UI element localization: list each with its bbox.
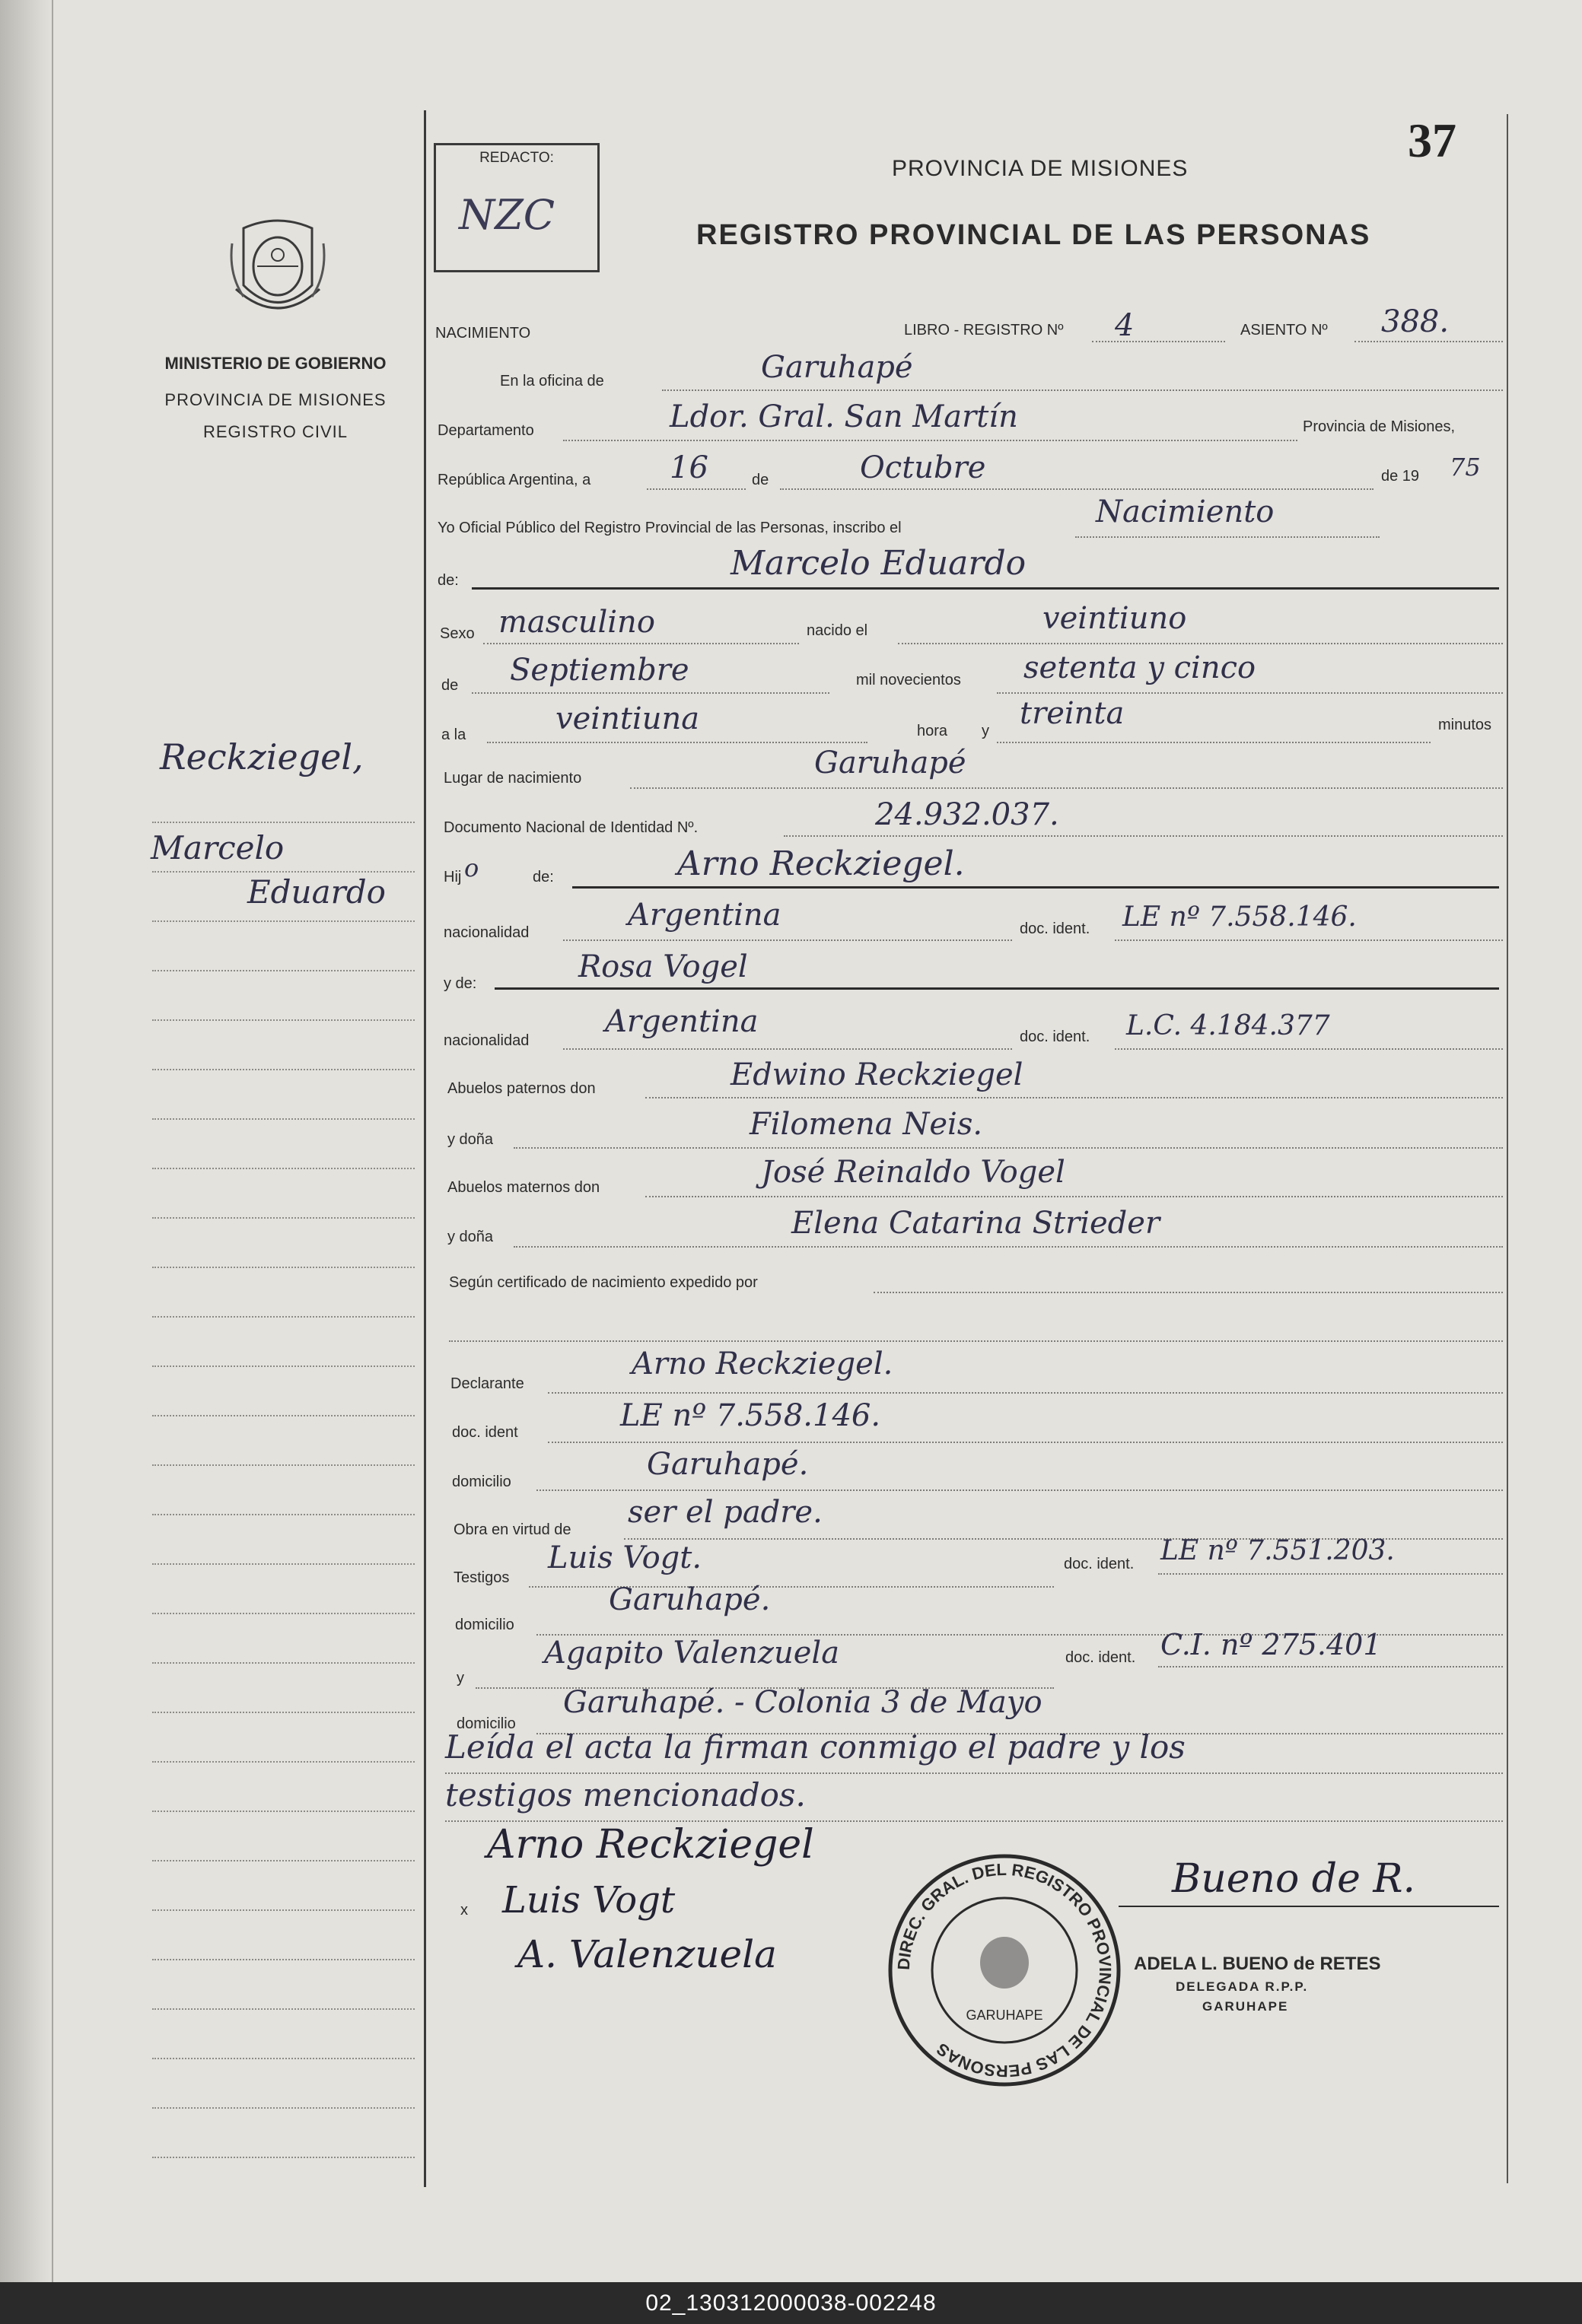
value-testigo1-doc: LE nº 7.551.203.: [1160, 1535, 1395, 1566]
signature-father: Arno Reckziegel: [487, 1822, 814, 1868]
label-nacido-el: nacido el: [807, 622, 868, 639]
field-line: [997, 742, 1431, 743]
margin-line: [152, 1118, 415, 1120]
label-de-mes: de: [441, 677, 459, 694]
label-a-la: a la: [441, 726, 466, 743]
margin-line: [152, 1909, 415, 1911]
label-declarante: Declarante: [450, 1375, 524, 1392]
value-dia: 16: [670, 450, 708, 485]
field-line: [662, 389, 1503, 391]
margin-line: [152, 1563, 415, 1565]
label-de: de: [752, 472, 769, 488]
label-hora: hora: [917, 723, 948, 739]
margin-line: [152, 1514, 415, 1515]
label-mil-novecientos: mil novecientos: [856, 672, 961, 688]
margin-line: [152, 1959, 415, 1960]
label-y-dona-materna: y doña: [447, 1229, 494, 1245]
value-nacido-mes: Septiembre: [510, 653, 689, 688]
margin-line: [152, 2058, 415, 2059]
label-minutos: minutos: [1438, 717, 1492, 733]
margin-line: [152, 1415, 415, 1416]
margin-line: [152, 1712, 415, 1713]
value-madre-nac: Argentina: [605, 1004, 759, 1039]
value-declarante-doc: LE nº 7.558.146.: [620, 1398, 881, 1433]
field-line: [874, 1292, 1503, 1293]
value-testigo1: Luis Vogt.: [548, 1540, 702, 1575]
margin-line: [152, 1267, 415, 1268]
redacto-initials: NZC: [459, 191, 555, 239]
margin-line: [152, 1761, 415, 1763]
form-frame-left: [424, 110, 426, 2187]
field-line: [1092, 341, 1225, 342]
label-nacimiento: NACIMIENTO: [435, 325, 531, 342]
label-y-testigo2: y: [457, 1670, 464, 1687]
label-y: y: [982, 723, 989, 739]
field-line: [514, 1246, 1503, 1248]
field-line: [1115, 939, 1503, 941]
value-departamento: Ldor. Gral. San Martín: [670, 399, 1018, 434]
field-line: [548, 1392, 1503, 1394]
margin-line: [152, 822, 415, 823]
signature-witness2: A. Valenzuela: [517, 1932, 777, 1976]
coat-of-arms-icon: [221, 213, 335, 327]
field-line: [1354, 341, 1503, 342]
sidebar-civil-registry: REGISTRO CIVIL: [202, 422, 349, 441]
field-line: [1115, 1048, 1503, 1050]
page-number: 37: [1408, 113, 1456, 167]
value-testigo1-dom: Garuhapé.: [609, 1582, 771, 1617]
field-line: [449, 1340, 1503, 1342]
label-segun: Según certificado de nacimiento expedido por: [449, 1274, 758, 1291]
label-sexo: Sexo: [440, 625, 475, 642]
field-line: [647, 488, 746, 490]
field-line: [1158, 1666, 1503, 1667]
official-stamp-role: DELEGADA R.P.P.: [1176, 1979, 1309, 1994]
redacto-box: [434, 143, 600, 272]
label-y-dona: y doña: [447, 1131, 494, 1148]
value-padre-doc: LE nº 7.558.146.: [1122, 901, 1357, 933]
field-line: [529, 1586, 1054, 1588]
field-line: [536, 1489, 1503, 1491]
label-y-de: y de:: [444, 975, 477, 992]
margin-line: [152, 1316, 415, 1318]
value-testigo2-doc: C.I. nº 275.401: [1160, 1628, 1382, 1661]
margin-line: [152, 2107, 415, 2109]
official-stamp-place: GARUHAPE: [1202, 1999, 1289, 2014]
margin-line: [152, 1613, 415, 1614]
value-mes: Octubre: [860, 450, 986, 485]
margin-line: [152, 1069, 415, 1070]
margin-line: [152, 1365, 415, 1367]
margin-line: [152, 1662, 415, 1664]
label-oficina: En la oficina de: [500, 373, 604, 389]
label-yo-oficial: Yo Oficial Público del Registro Provincial de las Personas, inscribo el: [438, 520, 902, 536]
value-testigo2: Agapito Valenzuela: [544, 1636, 840, 1671]
field-line: [514, 1147, 1503, 1149]
value-abuelo-materno: José Reinaldo Vogel: [761, 1155, 1065, 1190]
value-hijo-suffix: o: [464, 854, 479, 882]
margin-line: [152, 920, 415, 922]
value-sexo: masculino: [498, 605, 655, 640]
field-line: [563, 440, 1297, 441]
margin-line: [152, 970, 415, 971]
signature-witness1: Luis Vogt: [502, 1879, 676, 1922]
value-asiento: 388.: [1381, 304, 1450, 339]
value-nacido-dia: veintiuno: [1042, 601, 1187, 636]
signature-mark: x: [460, 1902, 468, 1919]
value-minutos: treinta: [1020, 696, 1125, 731]
value-madre-doc: L.C. 4.184.377: [1126, 1010, 1330, 1041]
header-registry-title: REGISTRO PROVINCIAL DE LAS PERSONAS: [696, 219, 1371, 251]
margin-surname: Reckziegel,: [160, 736, 364, 777]
label-abuelos-maternos: Abuelos maternos don: [447, 1179, 600, 1196]
label-de-year: de 19: [1381, 468, 1420, 485]
value-nacido-anio: setenta y cinco: [1023, 650, 1256, 685]
name-line: [472, 587, 1499, 590]
field-line: [1158, 1573, 1503, 1575]
binding-gutter: [0, 0, 55, 2282]
margin-line: [152, 1464, 415, 1466]
value-oficina: Garuhapé: [761, 350, 913, 385]
value-obra: ser el padre.: [628, 1495, 823, 1530]
margin-firstname: Marcelo: [151, 829, 285, 866]
value-testigo2-dom: Garuhapé. - Colonia 3 de Mayo: [563, 1685, 1042, 1720]
sidebar-province: PROVINCIA DE MISIONES: [164, 390, 387, 409]
mother-line: [495, 987, 1499, 990]
signature-official: Bueno de R.: [1172, 1856, 1416, 1902]
label-libro: LIBRO - REGISTRO Nº: [904, 322, 1064, 339]
label-departamento: Departamento: [438, 422, 534, 439]
value-padre-nac: Argentina: [628, 898, 781, 933]
label-abuelos-paternos: Abuelos paternos don: [447, 1080, 596, 1097]
closing-line-1: Leída el acta la firman conmigo el padre y los: [445, 1728, 1186, 1766]
label-doc-ident-testigo2: doc. ident.: [1065, 1649, 1136, 1666]
margin-middlename: Eduardo: [247, 873, 386, 911]
label-documento: Documento Nacional de Identidad Nº.: [444, 819, 699, 836]
field-line: [445, 1772, 1503, 1774]
closing-line-2: testigos mencionados.: [445, 1776, 806, 1814]
label-doc-ident-madre: doc. ident.: [1020, 1028, 1090, 1045]
label-obra: Obra en virtud de: [454, 1521, 571, 1538]
label-testigos: Testigos: [454, 1569, 510, 1586]
image-id-footer: 02_130312000038-002248: [0, 2282, 1582, 2324]
value-abuela-paterna: Filomena Neis.: [750, 1107, 983, 1142]
margin-line: [152, 1168, 415, 1169]
redacto-label: REDACTO:: [479, 150, 554, 166]
seal-ring-text: DIREC. GRAL. DEL REGISTRO PROVINCIAL DE LAS PERSONAS: [893, 1859, 1116, 2081]
field-line: [563, 939, 1012, 941]
field-line: [780, 488, 1374, 490]
value-hora: veintiuna: [555, 701, 700, 736]
field-line: [548, 1442, 1503, 1443]
official-stamp-name: ADELA L. BUENO de RETES: [1134, 1954, 1381, 1974]
header-province: PROVINCIA DE MISIONES: [892, 156, 1189, 181]
field-line: [645, 1196, 1503, 1197]
field-line: [784, 835, 1503, 837]
label-doc-ident-declarante: doc. ident: [452, 1424, 518, 1441]
label-hijo: Hij: [444, 869, 462, 885]
label-doc-ident-testigo1: doc. ident.: [1064, 1556, 1135, 1572]
value-dni: 24.932.037.: [875, 797, 1059, 832]
value-inscribe: Nacimiento: [1096, 494, 1275, 529]
margin-line: [152, 2157, 415, 2158]
margin-line: [152, 871, 415, 873]
seal-bottom-text: GARUHAPE: [966, 2008, 1043, 2023]
field-line: [997, 692, 1503, 694]
label-domicilio: domicilio: [452, 1474, 511, 1490]
margin-line: [152, 1217, 415, 1219]
field-line: [472, 692, 829, 694]
value-nombre: Marcelo Eduardo: [731, 544, 1027, 583]
page-fold: [52, 0, 53, 2282]
margin-line: [152, 2008, 415, 2010]
father-line: [572, 886, 1499, 889]
field-line: [645, 1097, 1503, 1098]
label-domicilio-testigo1: domicilio: [455, 1617, 514, 1633]
signature-line: [1119, 1906, 1499, 1907]
field-line: [630, 787, 1503, 789]
margin-line: [152, 1811, 415, 1812]
field-line: [1075, 536, 1380, 538]
field-line: [483, 643, 799, 644]
value-anio: 75: [1450, 453, 1481, 482]
label-nacionalidad: nacionalidad: [444, 924, 530, 941]
value-abuela-materna: Elena Catarina Strieder: [791, 1206, 1160, 1241]
label-de-nombre: de:: [438, 572, 459, 589]
label-provincia-misiones: Provincia de Misiones,: [1303, 418, 1456, 435]
value-declarante-dom: Garuhapé.: [647, 1447, 809, 1482]
value-abuelo-paterno: Edwino Reckziegel: [731, 1057, 1023, 1092]
value-madre: Rosa Vogel: [578, 949, 748, 984]
ministry-label: MINISTERIO DE GOBIERNO: [164, 354, 387, 373]
margin-line: [152, 1860, 415, 1861]
label-doc-ident: doc. ident.: [1020, 920, 1090, 937]
value-libro: 4: [1115, 308, 1135, 343]
field-line: [898, 643, 1503, 644]
label-asiento: ASIENTO Nº: [1240, 322, 1328, 339]
label-hijo-de: de:: [533, 869, 554, 885]
value-declarante: Arno Reckziegel.: [632, 1346, 893, 1381]
form-frame-right: [1507, 114, 1508, 2183]
value-padre: Arno Reckziegel.: [677, 844, 965, 883]
registry-seal-icon: [883, 1849, 1126, 2092]
label-lugar: Lugar de nacimiento: [444, 770, 582, 787]
label-nacionalidad-madre: nacionalidad: [444, 1032, 530, 1049]
value-lugar: Garuhapé: [814, 746, 966, 780]
margin-line: [152, 1019, 415, 1021]
label-domicilio-testigo2: domicilio: [457, 1715, 516, 1732]
field-line: [487, 742, 867, 743]
label-republica: República Argentina, a: [438, 472, 591, 488]
field-line: [563, 1048, 1012, 1050]
